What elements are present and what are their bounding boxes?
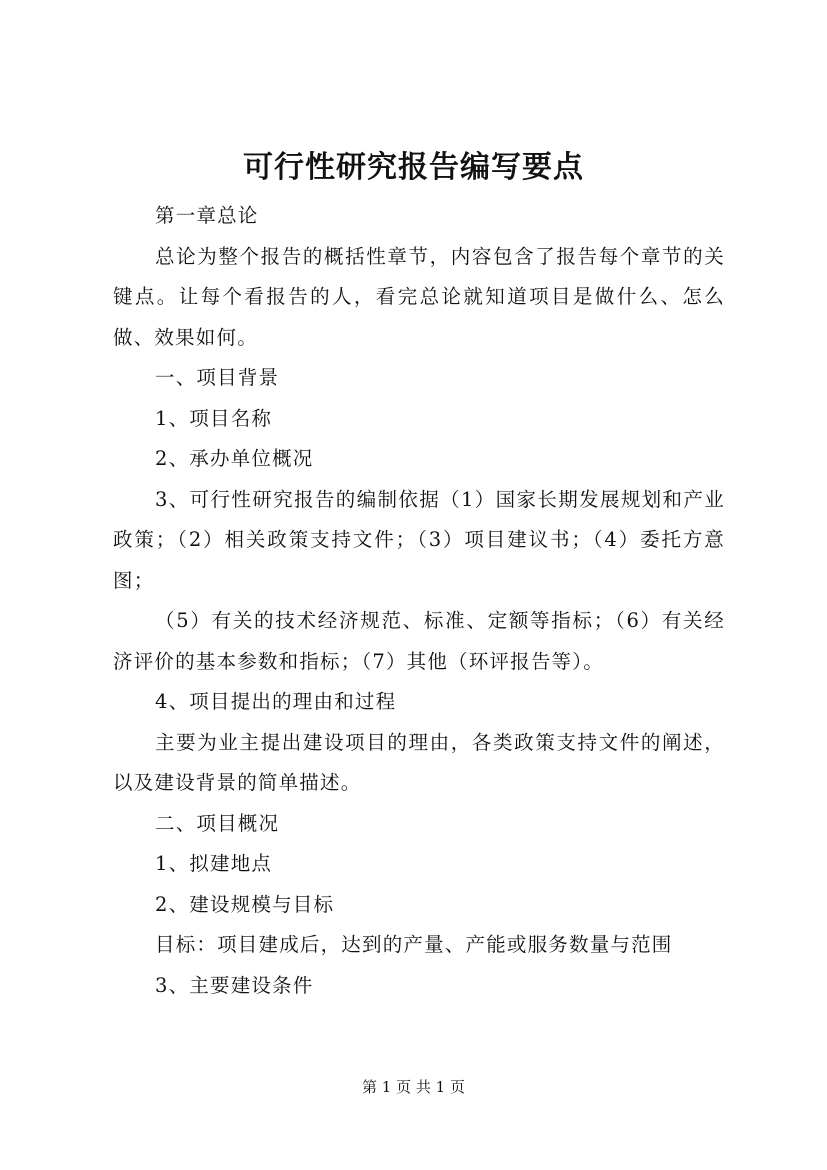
paragraph: 2、建设规模与目标 — [155, 892, 335, 916]
paragraph: 一、项目背景 — [155, 366, 280, 389]
paragraph: （5）有关的技术经济规范、标准、定额等指标；（6）有关经济评价的基本参数和指标；（7）其他（环评报告等）。 — [113, 609, 725, 673]
paragraph: 4、项目提出的理由和过程 — [155, 690, 397, 713]
paragraph: 二、项目概况 — [155, 811, 280, 835]
page-number: 第 1 页 共 1 页 — [362, 1078, 465, 1096]
paragraph: 3、主要建设条件 — [155, 973, 314, 997]
paragraph: 主要为业主提出建设项目的理由，各类政策支持文件的阐述，以及建设背景的简单描述。 — [113, 730, 725, 794]
paragraph: 第一章总论 — [155, 204, 259, 227]
paragraph: 目标：项目建成后，达到的产量、产能或服务数量与范围 — [155, 933, 673, 956]
paragraph: 总论为整个报告的概括性章节，内容包含了报告每个章节的关键点。让每个看报告的人，看完总论就知道项目是做什么、怎么做、效果如何。 — [113, 244, 725, 349]
paragraph: 1、拟建地点 — [155, 852, 273, 875]
paragraph: 3、可行性研究报告的编制依据（1）国家长期发展规划和产业政策；（2）相关政策支持文件；（3）项目建议书；（4）委托方意图； — [113, 487, 725, 592]
paragraph: 1、项目名称 — [155, 406, 273, 430]
document-body — [113, 196, 725, 1006]
paragraph: 2、承办单位概况 — [155, 447, 314, 470]
page-title: 可行性研究报告编写要点 — [243, 150, 584, 185]
